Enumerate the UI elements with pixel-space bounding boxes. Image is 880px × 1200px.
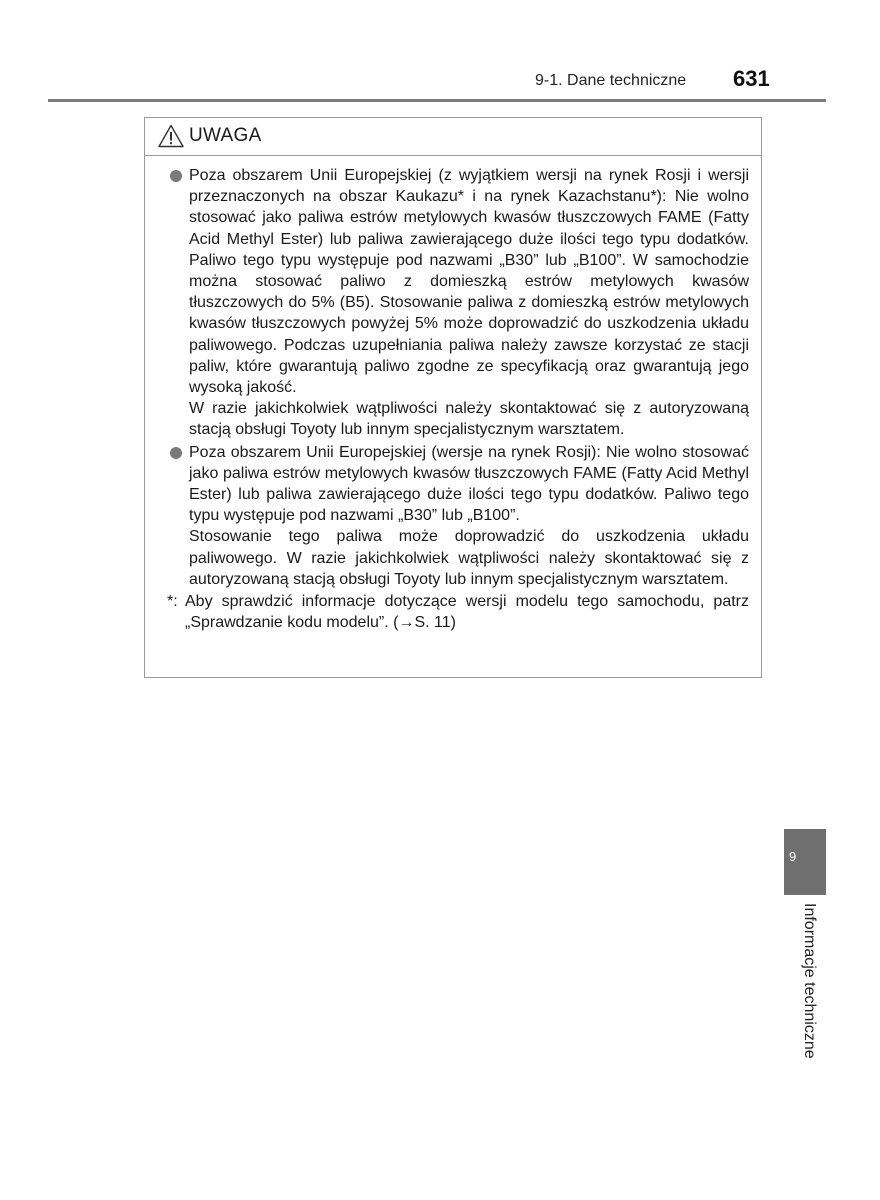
footnote-mark: *: bbox=[167, 593, 178, 611]
footnote-text: Aby sprawdzić informacje dotyczące wersji modelu tego samochodu, patrz „Sprawdzanie kodu modelu”. (→S. 11) bbox=[185, 593, 749, 632]
chapter-tab bbox=[784, 829, 826, 895]
bullet-item bbox=[165, 442, 749, 590]
bullet-paragraph: Poza obszarem Unii Europejskiej (z wyjątkiem wersji na rynek Rosji i wersji przeznaczonych na obszar Kaukazu* i na rynek Kazachstanu*): Nie wolno stosować jako paliwa estrów metylowych kwasów tłuszczowych FAME (Fatty Acid Methyl Ester) lub paliwa zawierającego duże ilości tego typu dodatków. Paliwo tego typu występuje pod nazwami „B30” lub „B100”. W samochodzie można stosować paliwo z domieszką estrów metylowych kwasów tłuszczowych do 5% (B5). Stosowanie paliwa z domieszką estrów metylowych kwasów tłuszczowych powyżej 5% może doprowadzić do uszkodzenia układu paliwowego. Podczas uzupełniania paliwa należy zawsze korzystać ze stacji paliw, które gwarantują paliwo zgodne ze specyfikacją oraz gwarantują jego wysoką jakość. bbox=[189, 167, 749, 397]
caution-title: UWAGA bbox=[189, 125, 262, 146]
warning-triangle-icon bbox=[158, 124, 184, 148]
bullet-item bbox=[165, 165, 749, 441]
bullet-paragraph: Stosowanie tego paliwa może doprowadzić do uszkodzenia układu paliwowego. W razie jakichkolwiek wątpliwości należy skontaktować się z autoryzowaną stacją obsługi Toyoty lub innym specjalistycznym warsztatem. bbox=[189, 528, 749, 588]
footnote bbox=[165, 591, 749, 633]
caution-box bbox=[144, 117, 762, 678]
chapter-number: 9 bbox=[789, 849, 797, 864]
bullet-dot-icon bbox=[170, 170, 182, 182]
page-number: 631 bbox=[733, 66, 770, 91]
caution-body bbox=[165, 165, 749, 633]
bullet-dot-icon bbox=[170, 447, 182, 459]
chapter-label: Informacje techniczne bbox=[801, 903, 818, 1059]
caution-header bbox=[145, 118, 761, 156]
section-title: 9-1. Dane techniczne bbox=[535, 72, 687, 89]
bullet-paragraph: W razie jakichkolwiek wątpliwości należy skontaktować się z autoryzowaną stacją obsługi Toyoty lub innym specjalistycznym warsztatem. bbox=[189, 400, 749, 439]
header-divider bbox=[48, 99, 826, 102]
bullet-paragraph: Poza obszarem Unii Europejskiej (wersje na rynek Rosji): Nie wolno stosować jako paliwa estrów metylowych kwasów tłuszczowych FAME (Fatty Acid Methyl Ester) lub paliwa zawierającego duże ilości tego typu dodatków. Paliwo tego typu występuje pod nazwami „B30” lub „B100”. bbox=[189, 443, 749, 525]
